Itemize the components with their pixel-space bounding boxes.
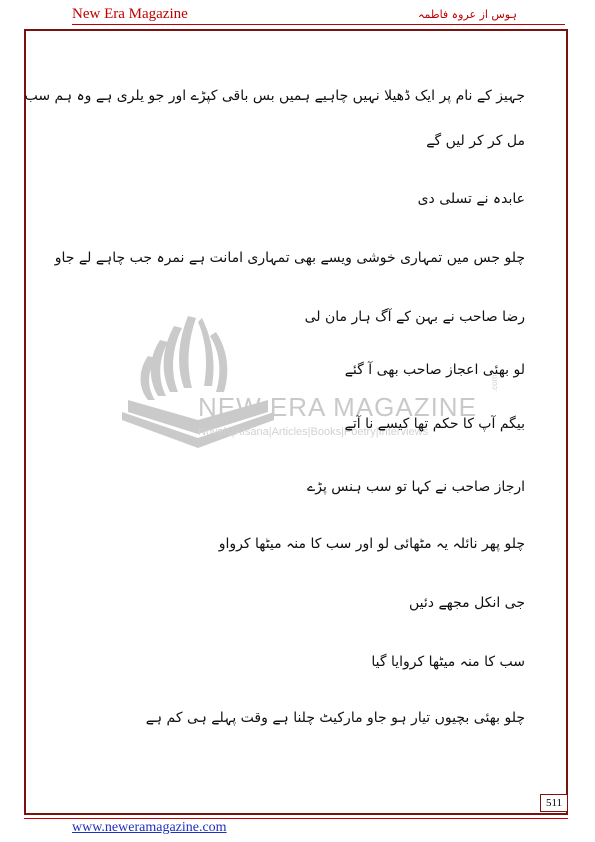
body-line: جی انکل مجھے دئیں [409,595,525,611]
body-line: لو بھئی اعجاز صاحب بھی آ گئے [344,362,525,378]
body-line: ارجاز صاحب نے کہا تو سب ہنس پڑے [307,479,525,495]
body-line: رضا صاحب نے بہن کے آگ ہار مان لی [304,309,525,325]
body-line: جہیز کے نام پر ایک ڈھیلا نہیں چاہیے ہمیں بس باقی کپڑے اور جو یلری ہے وہ ہم سب [24,88,525,104]
body-line: بیگم آپ کا حکم تھا کیسے نا آتے [344,416,525,432]
book-logo-icon [118,296,288,466]
body-line: مل کر کر لیں گے [426,133,525,149]
story-byline: ہوس از عروہ فاطمہ [418,8,517,21]
watermark-tagline: Novels|Afsana|Articles|Books|Poetry|Interviews [198,426,429,438]
watermark-title: NEW ERA MAGAZINE [198,392,477,422]
body-line: چلو بھئی بچیوں تیار ہو جاو مارکیٹ چلنا ہے وقت پہلے ہی کم ہے [145,710,525,726]
page-number: 511 [540,794,568,812]
footer-divider [24,818,568,819]
watermark-domain: .com [490,374,499,392]
body-line: عابدہ نے تسلی دی [417,191,525,207]
body-line: سب کا منہ میٹھا کروایا گیا [371,654,525,670]
magazine-name: New Era Magazine [72,6,188,22]
website-link[interactable]: www.neweramagazine.com [72,820,227,835]
header-divider [72,24,565,25]
body-line: چلو جس میں تمہاری خوشی ویسے بھی تمہاری امانت ہے نمرہ جب چاہے لے جاو [54,250,525,266]
body-line: چلو پھر نائلہ یہ مٹھائی لو اور سب کا منہ میٹھا کرواو [218,536,525,552]
